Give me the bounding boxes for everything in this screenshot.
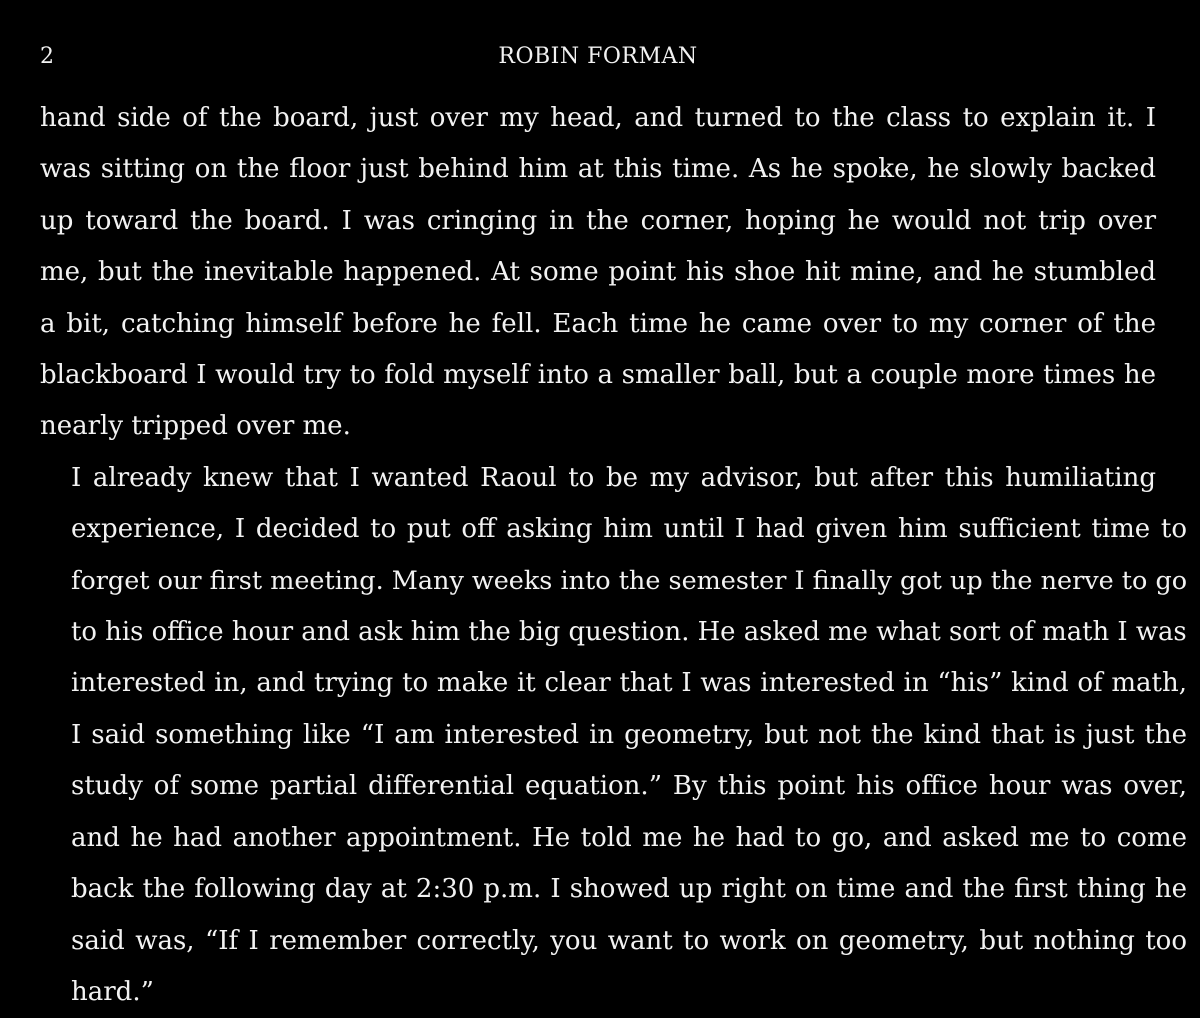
text-line: was sitting on the floor just behind him at this time. As he spoke, he slowly backed [40, 154, 1156, 185]
document-page [40, 0, 1188, 1018]
text-line: me, but the inevitable happened. At some point his shoe hit mine, and he stumbled [40, 257, 1156, 288]
text-line: nearly tripped over me. [40, 411, 351, 442]
text-line: up toward the board. I was cringing in the corner, hoping he would not trip over [40, 205, 1156, 236]
text-line: interested in, and trying to make it clear that I was interested in “his” kind of math, [71, 668, 1187, 699]
text-line: and he had another appointment. He told me he had to go, and asked me to come [71, 822, 1187, 853]
running-header [40, 42, 1156, 72]
paragraph-2 [40, 453, 1188, 1018]
text-line: hard.” [71, 976, 154, 1007]
paragraph-1 [40, 93, 1156, 453]
running-title: ROBIN FORMAN [498, 44, 698, 69]
text-line: I said something like “I am interested in geometry, but not the kind that is just the [71, 719, 1187, 750]
text-line: forget our first meeting. Many weeks into the semester I finally got up the nerve to go [71, 565, 1188, 596]
text-line: blackboard I would try to fold myself into a smaller ball, but a couple more times he [40, 360, 1157, 391]
text-line: hand side of the board, just over my head, and turned to the class to explain it. I [40, 103, 1156, 133]
text-line: I already knew that I wanted Raoul to be my advisor, but after this humiliating [71, 462, 1157, 493]
page-number: 2 [40, 44, 54, 69]
text-line: back the following day at 2:30 p.m. I showed up right on time and the first thing he [71, 874, 1187, 905]
text-line: a bit, catching himself before he fell. Each time he came over to my corner of the [40, 308, 1156, 339]
body-text [40, 93, 1188, 1018]
text-line: experience, I decided to put off asking him until I had given him sufficient time to [71, 514, 1187, 545]
text-line: to his office hour and ask him the big question. He asked me what sort of math I was [71, 617, 1187, 648]
text-line: said was, “If I remember correctly, you want to work on geometry, but nothing too [71, 925, 1187, 956]
text-line: study of some partial differential equation.” By this point his office hour was over, [71, 771, 1187, 802]
